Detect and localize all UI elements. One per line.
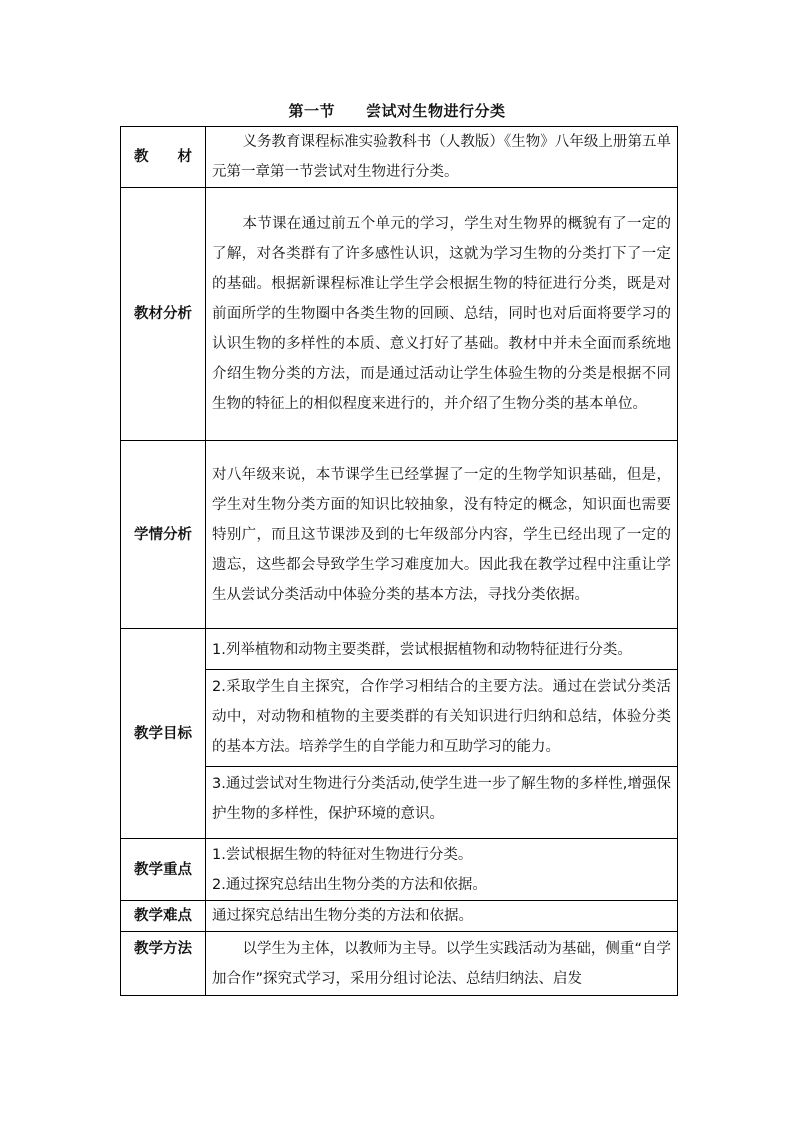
row-label-analysis: 教材分析 <box>121 188 206 441</box>
goal-item: 1.列举植物和动物主要类群，尝试根据植物和动物特征进行分类。 <box>212 641 632 658</box>
page-title: 第一节 尝试对生物进行分类 <box>288 102 506 120</box>
methods-content: 以学生为主体，以教师为主导。以学生实践活动为基础，侧重“自学加合作”探究式学习，采用分组讨论法、总结归纳法、启发 <box>206 932 678 996</box>
row-label-key-points: 教学重点 <box>121 839 206 901</box>
key-points-content <box>206 839 678 901</box>
difficulties-content: 通过探究总结出生物分类的方法和依据。 <box>206 901 678 932</box>
students-content: 对八年级来说，本节课学生已经掌握了一定的生物学知识基础，但是，学生对生物分类方面的知识比较抽象，没有特定的概念，知识面也需要特别广，而且这节课涉及到的七年级部分内容，学生已经出现了一定的遗忘，这些都会导致学生学习难度加大。因此我在教学过程中注重让学生从尝试分类活动中体验分类的基本方法，寻找分类依据。 <box>206 441 678 629</box>
row-label-textbook: 教 材 <box>121 127 206 188</box>
table-row <box>121 127 678 188</box>
key-point-item: 2.通过探究总结出生物分类的方法和依据。 <box>212 876 487 893</box>
textbook-content: 义务教育课程标准实验教科书（人教版）《生物》八年级上册第五单元第一章第一节尝试对生物进行分类。 <box>206 127 678 188</box>
lesson-plan-table <box>120 126 678 996</box>
table-row <box>121 629 678 839</box>
row-label-difficulties: 教学难点 <box>121 901 206 932</box>
key-point-item: 1.尝试根据生物的特征对生物进行分类。 <box>212 846 473 863</box>
row-label-students: 学情分析 <box>121 441 206 629</box>
table-row <box>121 932 678 996</box>
table-row <box>121 188 678 441</box>
row-label-goals: 教学目标 <box>121 629 206 839</box>
table-row <box>121 901 678 932</box>
goal-item: 2.采取学生自主探究，合作学习相结合的主要方法。通过在尝试分类活动中，对动物和植物的主要类群的有关知识进行归纳和总结，体验分类的基本方法。培养学生的自学能力和互助学习的能力。 <box>206 669 677 766</box>
analysis-content: 本节课在通过前五个单元的学习，学生对生物界的概貌有了一定的了解，对各类群有了许多感性认识，这就为学习生物的分类打下了一定的基础。根据新课程标准让学生学会根据生物的特征进行分类，既是对前面所学的生物圈中各类生物的回顾、总结，同时也对后面将要学习的认识生物的多样性的本质、意义打好了基础。教材中并未全面而系统地介绍生物分类的方法，而是通过活动让学生体验生物的分类是根据不同生物的特征上的相似程度来进行的，并介绍了生物分类的基本单位。 <box>206 188 678 441</box>
table-row <box>121 839 678 901</box>
table-row <box>121 441 678 629</box>
goal-item: 3.通过尝试对生物进行分类活动,使学生进一步了解生物的多样性,增强保护生物的多样性，保护环境的意识。 <box>206 766 677 833</box>
goals-content <box>206 629 678 839</box>
row-label-methods: 教学方法 <box>121 932 206 996</box>
